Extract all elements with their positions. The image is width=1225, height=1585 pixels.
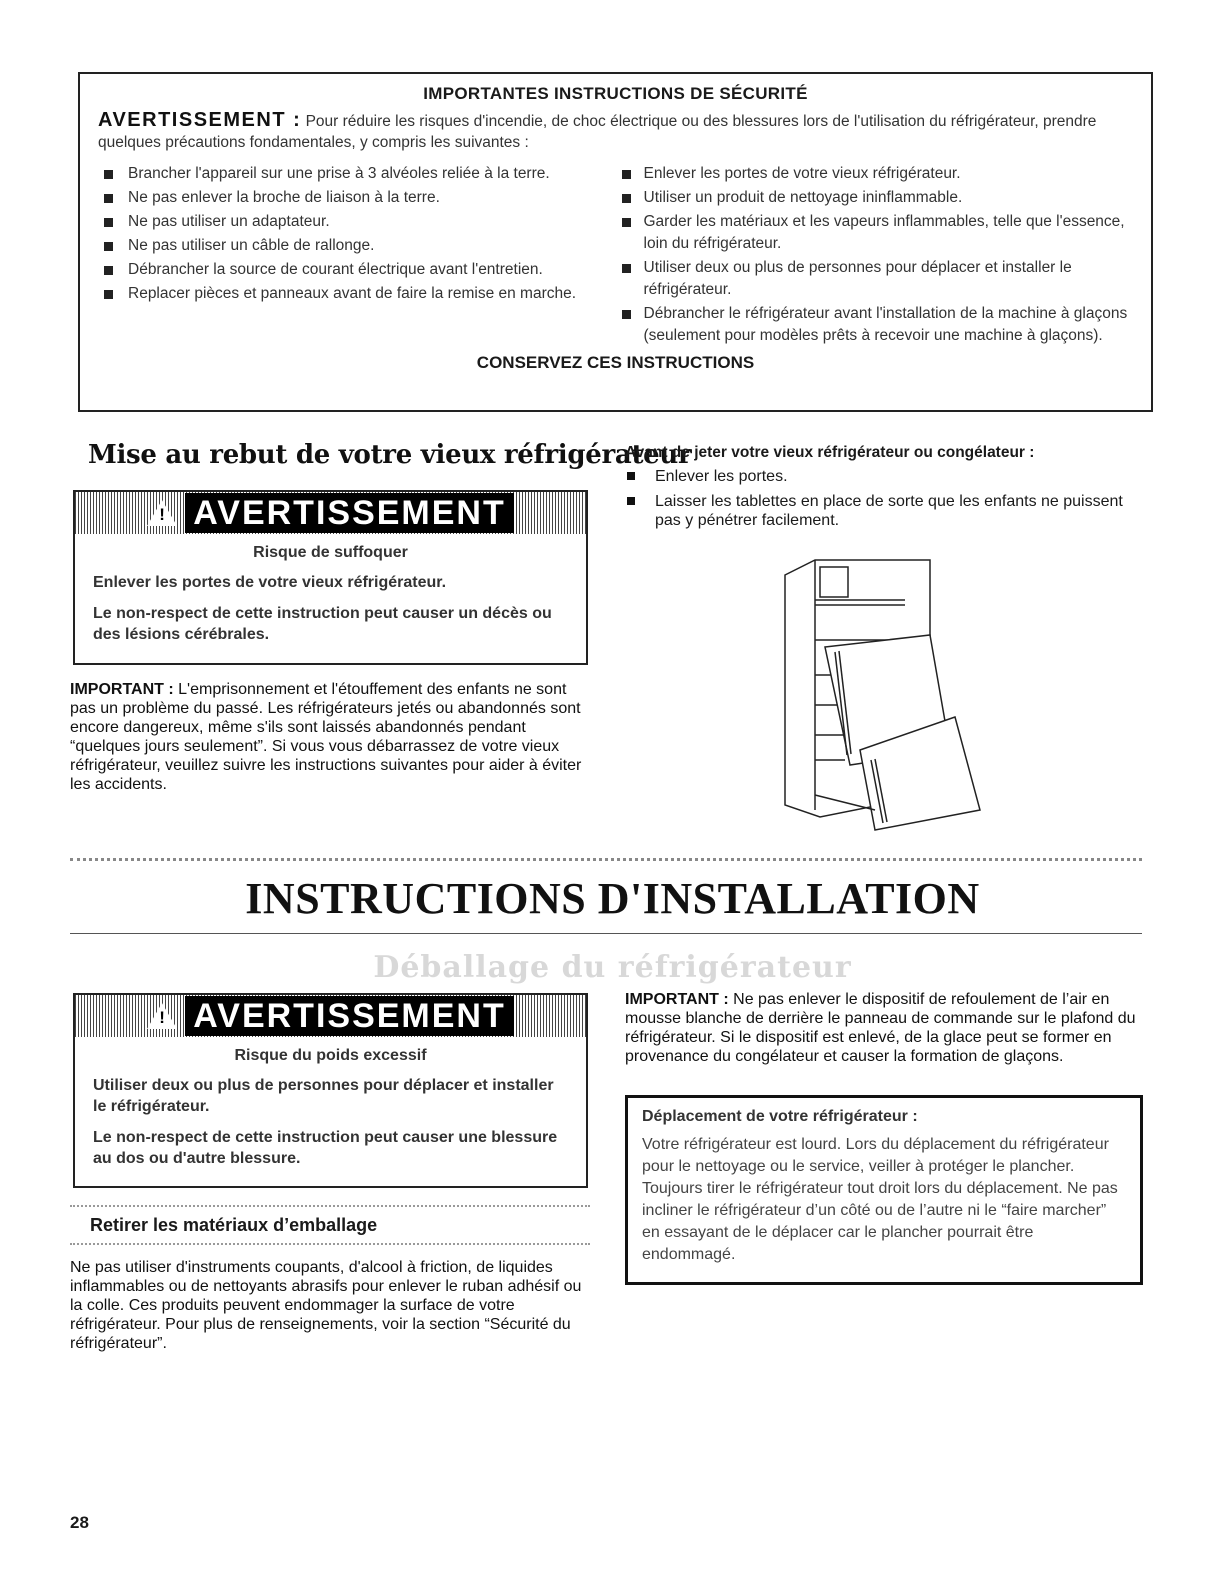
conserve-instructions: CONSERVEZ CES INSTRUCTIONS xyxy=(476,353,755,372)
bullet-icon xyxy=(622,194,631,203)
important-label: IMPORTANT : xyxy=(625,991,729,1008)
moving-text: Votre réfrigérateur est lourd. Lors du déplacement du réfrigérateur pour le nettoyage ou le service, veiller à protéger le plancher. Toujours tirer le réfrigérateur tout droit lors du déplacement. Ne pas incliner le réfrigérateur d’un côté ou de l’autre ni le “faire marcher” en essayant de le déplacer car le plancher pourrait être endommagé. xyxy=(642,1136,1118,1263)
important-text: L'emprisonnement et l'étouffement des enfants ne sont pas un problème du passé. Les réfrigérateurs jetés ou abandonnés sont encore dangereux, même s'ils sont laissés abandonnés pendant “quelques jours seulement”. Si vous vous débarrassez de votre vieux réfrigérateur, veuillez suivre les instructions suivantes pour aider à éviter les accidents. xyxy=(70,681,582,793)
bullet-icon xyxy=(104,242,113,251)
safety-warning xyxy=(98,110,1133,153)
warning-banner xyxy=(75,492,586,534)
weight-warning-box xyxy=(73,993,588,1188)
list-item: Brancher l'appareil sur une prise à 3 alvéoles reliée à la terre. xyxy=(98,163,616,185)
suffocation-warning-box xyxy=(73,490,588,665)
dotted-rule xyxy=(70,1243,590,1245)
bullet-icon xyxy=(627,472,635,480)
warning-consequence: Le non-respect de cette instruction peut causer un décès ou des lésions cérébrales. xyxy=(93,605,552,643)
list-item: Laisser les tablettes en place de sorte que les enfants ne puissent pas y pénétrer facilement. xyxy=(625,492,1125,530)
dotted-rule xyxy=(70,1205,590,1207)
list-item: Garder les matériaux et les vapeurs inflammables, telle que l'essence, loin du réfrigérateur. xyxy=(616,211,1134,255)
before-disposal-heading: Avant de jeter votre vieux réfrigérateur ou congélateur : xyxy=(625,444,1035,461)
bullet-icon xyxy=(104,170,113,179)
bullet-icon xyxy=(104,266,113,275)
bullet-icon xyxy=(104,194,113,203)
list-item: Ne pas enlever la broche de liaison à la terre. xyxy=(98,187,616,209)
list-item: Utiliser un produit de nettoyage ininflammable. xyxy=(616,187,1134,209)
important-text: Ne pas enlever le dispositif de refoulement de l’air en mousse blanche de derrière le panneau de commande sur le plafond du réfrigérateur. Si le dispositif est enlevé, de la glace peut se former en provenance du congélateur et causer la formation de glaçons. xyxy=(625,991,1136,1065)
hazard-title: Risque de suffoquer xyxy=(253,544,408,561)
section-divider xyxy=(70,858,1142,861)
bullet-icon xyxy=(622,170,631,179)
safety-instructions-box xyxy=(78,72,1153,412)
list-item: Enlever les portes de votre vieux réfrigérateur. xyxy=(616,163,1134,185)
safety-left-column xyxy=(98,163,616,349)
list-item: Ne pas utiliser un adaptateur. xyxy=(98,211,616,233)
moving-refrigerator-box xyxy=(625,1095,1143,1285)
disposal-heading: Mise au rebut de votre vieux réfrigérateur xyxy=(88,440,692,470)
bullet-icon xyxy=(627,497,635,505)
before-disposal-list xyxy=(625,467,1125,536)
safety-title: IMPORTANTES INSTRUCTIONS DE SÉCURITÉ xyxy=(423,84,808,103)
warning-text: Pour réduire les risques d'incendie, de choc électrique ou des blessures lors de l'utilisation du réfrigérateur, prendre quelques précautions fondamentales, y compris les suivantes : xyxy=(98,113,1097,151)
warning-line: Enlever les portes de votre vieux réfrigérateur. xyxy=(93,574,447,591)
page-number: 28 xyxy=(70,1513,89,1532)
unpacking-heading: Déballage du réfrigérateur xyxy=(373,950,852,985)
install-title: INSTRUCTIONS D'INSTALLATION xyxy=(245,874,980,923)
bullet-icon xyxy=(622,264,631,273)
title-rule xyxy=(70,933,1142,934)
bullet-icon xyxy=(104,290,113,299)
hazard-title: Risque du poids excessif xyxy=(234,1047,427,1064)
disposal-important-paragraph xyxy=(70,680,590,794)
moving-title: Déplacement de votre réfrigérateur : xyxy=(642,1108,918,1125)
bullet-icon xyxy=(622,218,631,227)
remove-packaging-text: Ne pas utiliser d'instruments coupants, d'alcool à friction, de liquides inflammables ou de nettoyants abrasifs pour enlever le ruban adhésif ou la colle. Ces produits peuvent endommager la surface de votre réfrigérateur. Pour plus de renseignements, voir la section “Sécurité du réfrigérateur”. xyxy=(70,1259,582,1352)
install-important-paragraph xyxy=(625,990,1145,1066)
list-item: Utiliser deux ou plus de personnes pour déplacer et installer le réfrigérateur. xyxy=(616,257,1134,301)
list-item: Débrancher la source de courant électrique avant l'entretien. xyxy=(98,259,616,281)
refrigerator-illustration xyxy=(775,555,995,835)
warning-banner xyxy=(75,995,586,1037)
warning-line: Utiliser deux ou plus de personnes pour déplacer et installer le réfrigérateur. xyxy=(93,1077,554,1115)
remove-packaging-heading: Retirer les matériaux d’emballage xyxy=(90,1215,378,1235)
list-item: Enlever les portes. xyxy=(625,467,1125,486)
list-item: Ne pas utiliser un câble de rallonge. xyxy=(98,235,616,257)
warning-banner-label: AVERTISSEMENT xyxy=(185,996,514,1036)
important-label: IMPORTANT : xyxy=(70,681,174,698)
list-item: Débrancher le réfrigérateur avant l'installation de la machine à glaçons (seulement pour modèles prêts à recevoir une machine à glaçons). xyxy=(616,303,1134,347)
bullet-icon xyxy=(622,310,631,319)
warning-banner-label: AVERTISSEMENT xyxy=(185,493,514,533)
list-item: Replacer pièces et panneaux avant de faire la remise en marche. xyxy=(98,283,616,305)
safety-right-column xyxy=(616,163,1134,349)
warning-triangle-icon: ! xyxy=(147,1003,177,1029)
bullet-icon xyxy=(104,218,113,227)
warning-triangle-icon: ! xyxy=(147,500,177,526)
warning-label: AVERTISSEMENT : xyxy=(98,109,302,131)
warning-consequence: Le non-respect de cette instruction peut causer une blessure au dos ou d'autre blessure. xyxy=(93,1129,558,1167)
